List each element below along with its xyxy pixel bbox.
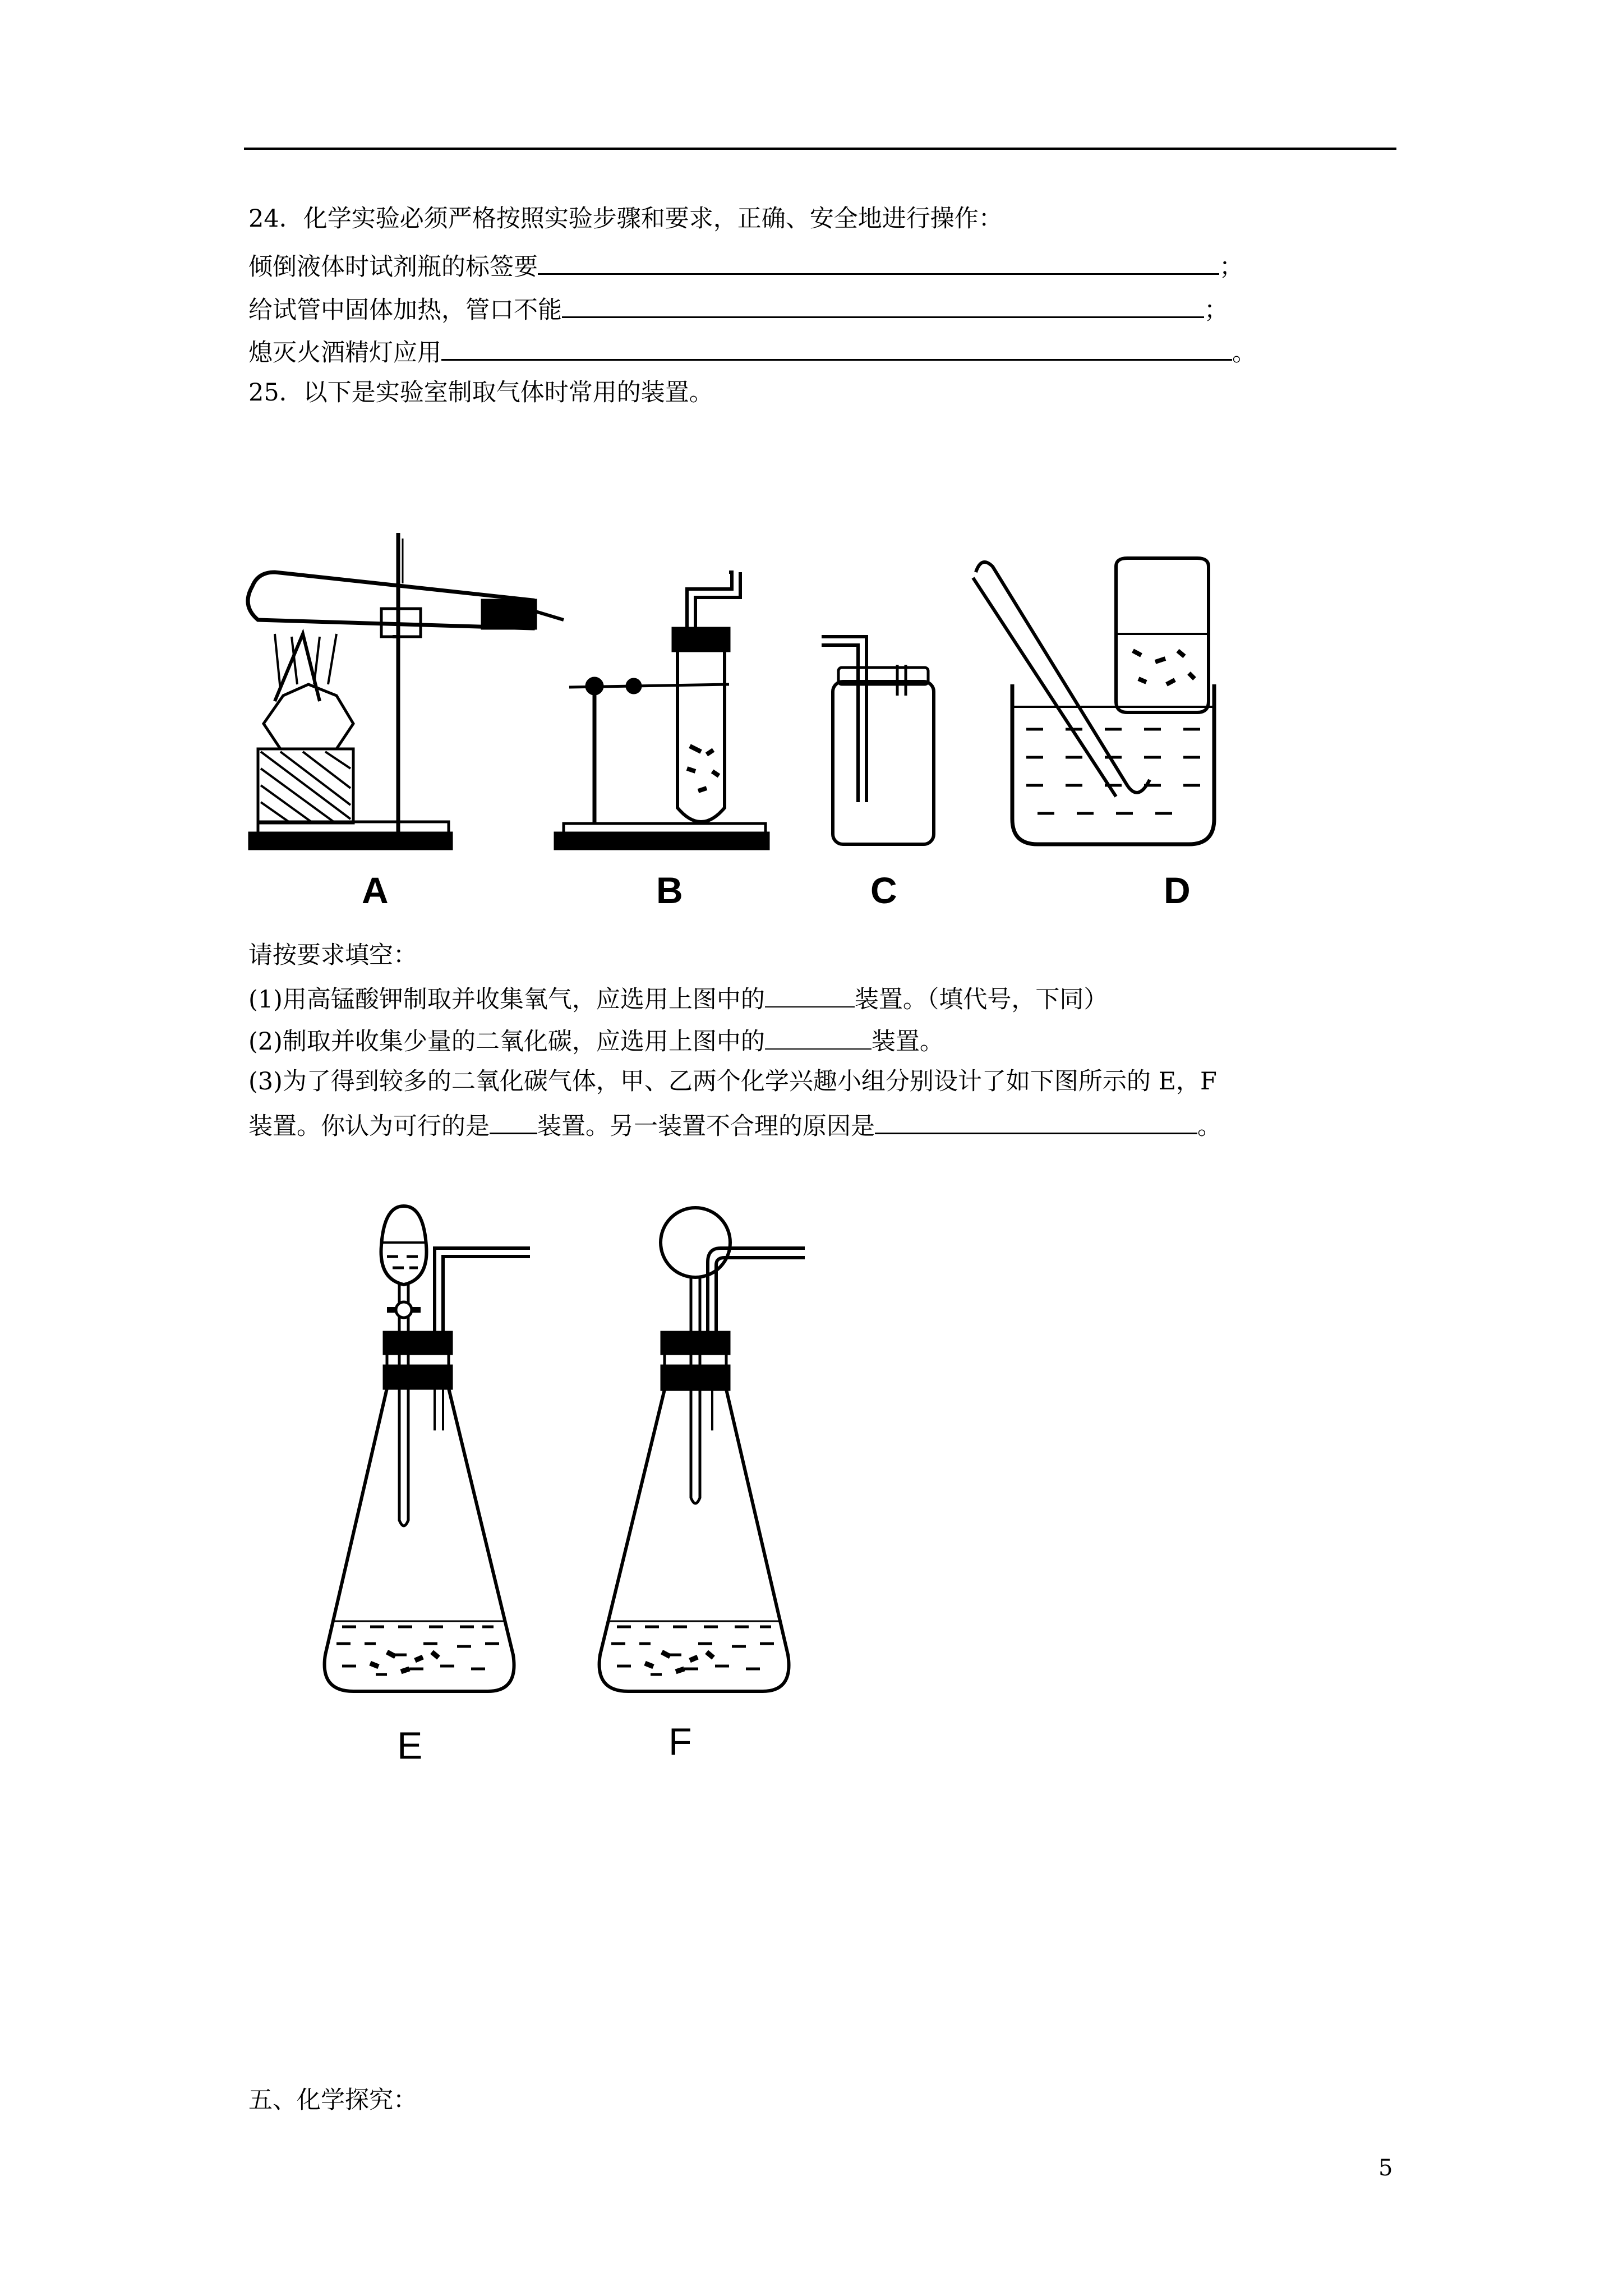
apparatus-c-drawing — [822, 637, 934, 844]
apparatus-f-drawing — [600, 1208, 805, 1691]
q25-title: 25．以下是实验室制取气体时常用的装置。 — [248, 379, 713, 407]
q24-line-3-text: 熄灭火酒精灯应用 — [248, 339, 441, 367]
q24-line-3: 熄灭火酒精灯应用 。 — [248, 333, 1256, 370]
section-5-heading: 五、化学探究： — [248, 2086, 417, 2114]
page-number: 5 — [1378, 2155, 1393, 2181]
q24-line-2: 给试管中固体加热，管口不能 ； — [248, 291, 1228, 327]
figure-label-f: F — [668, 1720, 692, 1763]
q24-line-2-text: 给试管中固体加热，管口不能 — [248, 296, 562, 324]
q25-part-2: (2)制取并收集少量的二氧化碳，应选用上图中的 装置。 — [248, 1023, 944, 1059]
answer-blank-extinguish[interactable] — [441, 333, 1232, 361]
answer-blank-label[interactable] — [538, 247, 1219, 275]
header-rule — [244, 148, 1396, 150]
answer-blank-co2[interactable] — [765, 1023, 872, 1050]
apparatus-figure-abcd — [241, 516, 1262, 920]
q25-instruction: 请按要求填空： — [248, 941, 417, 969]
answer-blank-feasible[interactable] — [490, 1107, 537, 1134]
answer-blank-oxygen[interactable] — [765, 981, 855, 1007]
apparatus-e-drawing — [325, 1206, 530, 1691]
q25-part-3-line-1: (3)为了得到较多的二氧化碳气体，甲、乙两个化学兴趣小组分别设计了如下图所示的 E，F — [248, 1068, 1217, 1096]
q25-part-3-line-2: 装置。你认为可行的是 装置。另一装置不合理的原因是 。 — [248, 1107, 1221, 1143]
figure-label-e: E — [397, 1724, 423, 1767]
figure-label-c: C — [870, 869, 897, 911]
q24-line-1: 倾倒液体时试剂瓶的标签要 ； — [248, 247, 1243, 284]
figure-label-b: B — [656, 869, 683, 911]
figure-label-a: A — [362, 869, 389, 911]
answer-blank-reason[interactable] — [875, 1107, 1197, 1134]
apparatus-figure-ef — [303, 1195, 864, 1773]
apparatus-b-drawing — [555, 572, 768, 849]
apparatus-d-drawing — [973, 558, 1214, 844]
q24-line-1-text: 倾倒液体时试剂瓶的标签要 — [248, 253, 538, 281]
apparatus-a-drawing — [248, 533, 564, 849]
q25-part-1: (1)用高锰酸钾制取并收集氧气，应选用上图中的 装置。（填代号，下同） — [248, 981, 1108, 1016]
answer-blank-tube-mouth[interactable] — [562, 291, 1204, 318]
figure-label-d: D — [1164, 869, 1191, 911]
q24-title: 24．化学实验必须严格按照实验步骤和要求，正确、安全地进行操作： — [248, 205, 1003, 233]
